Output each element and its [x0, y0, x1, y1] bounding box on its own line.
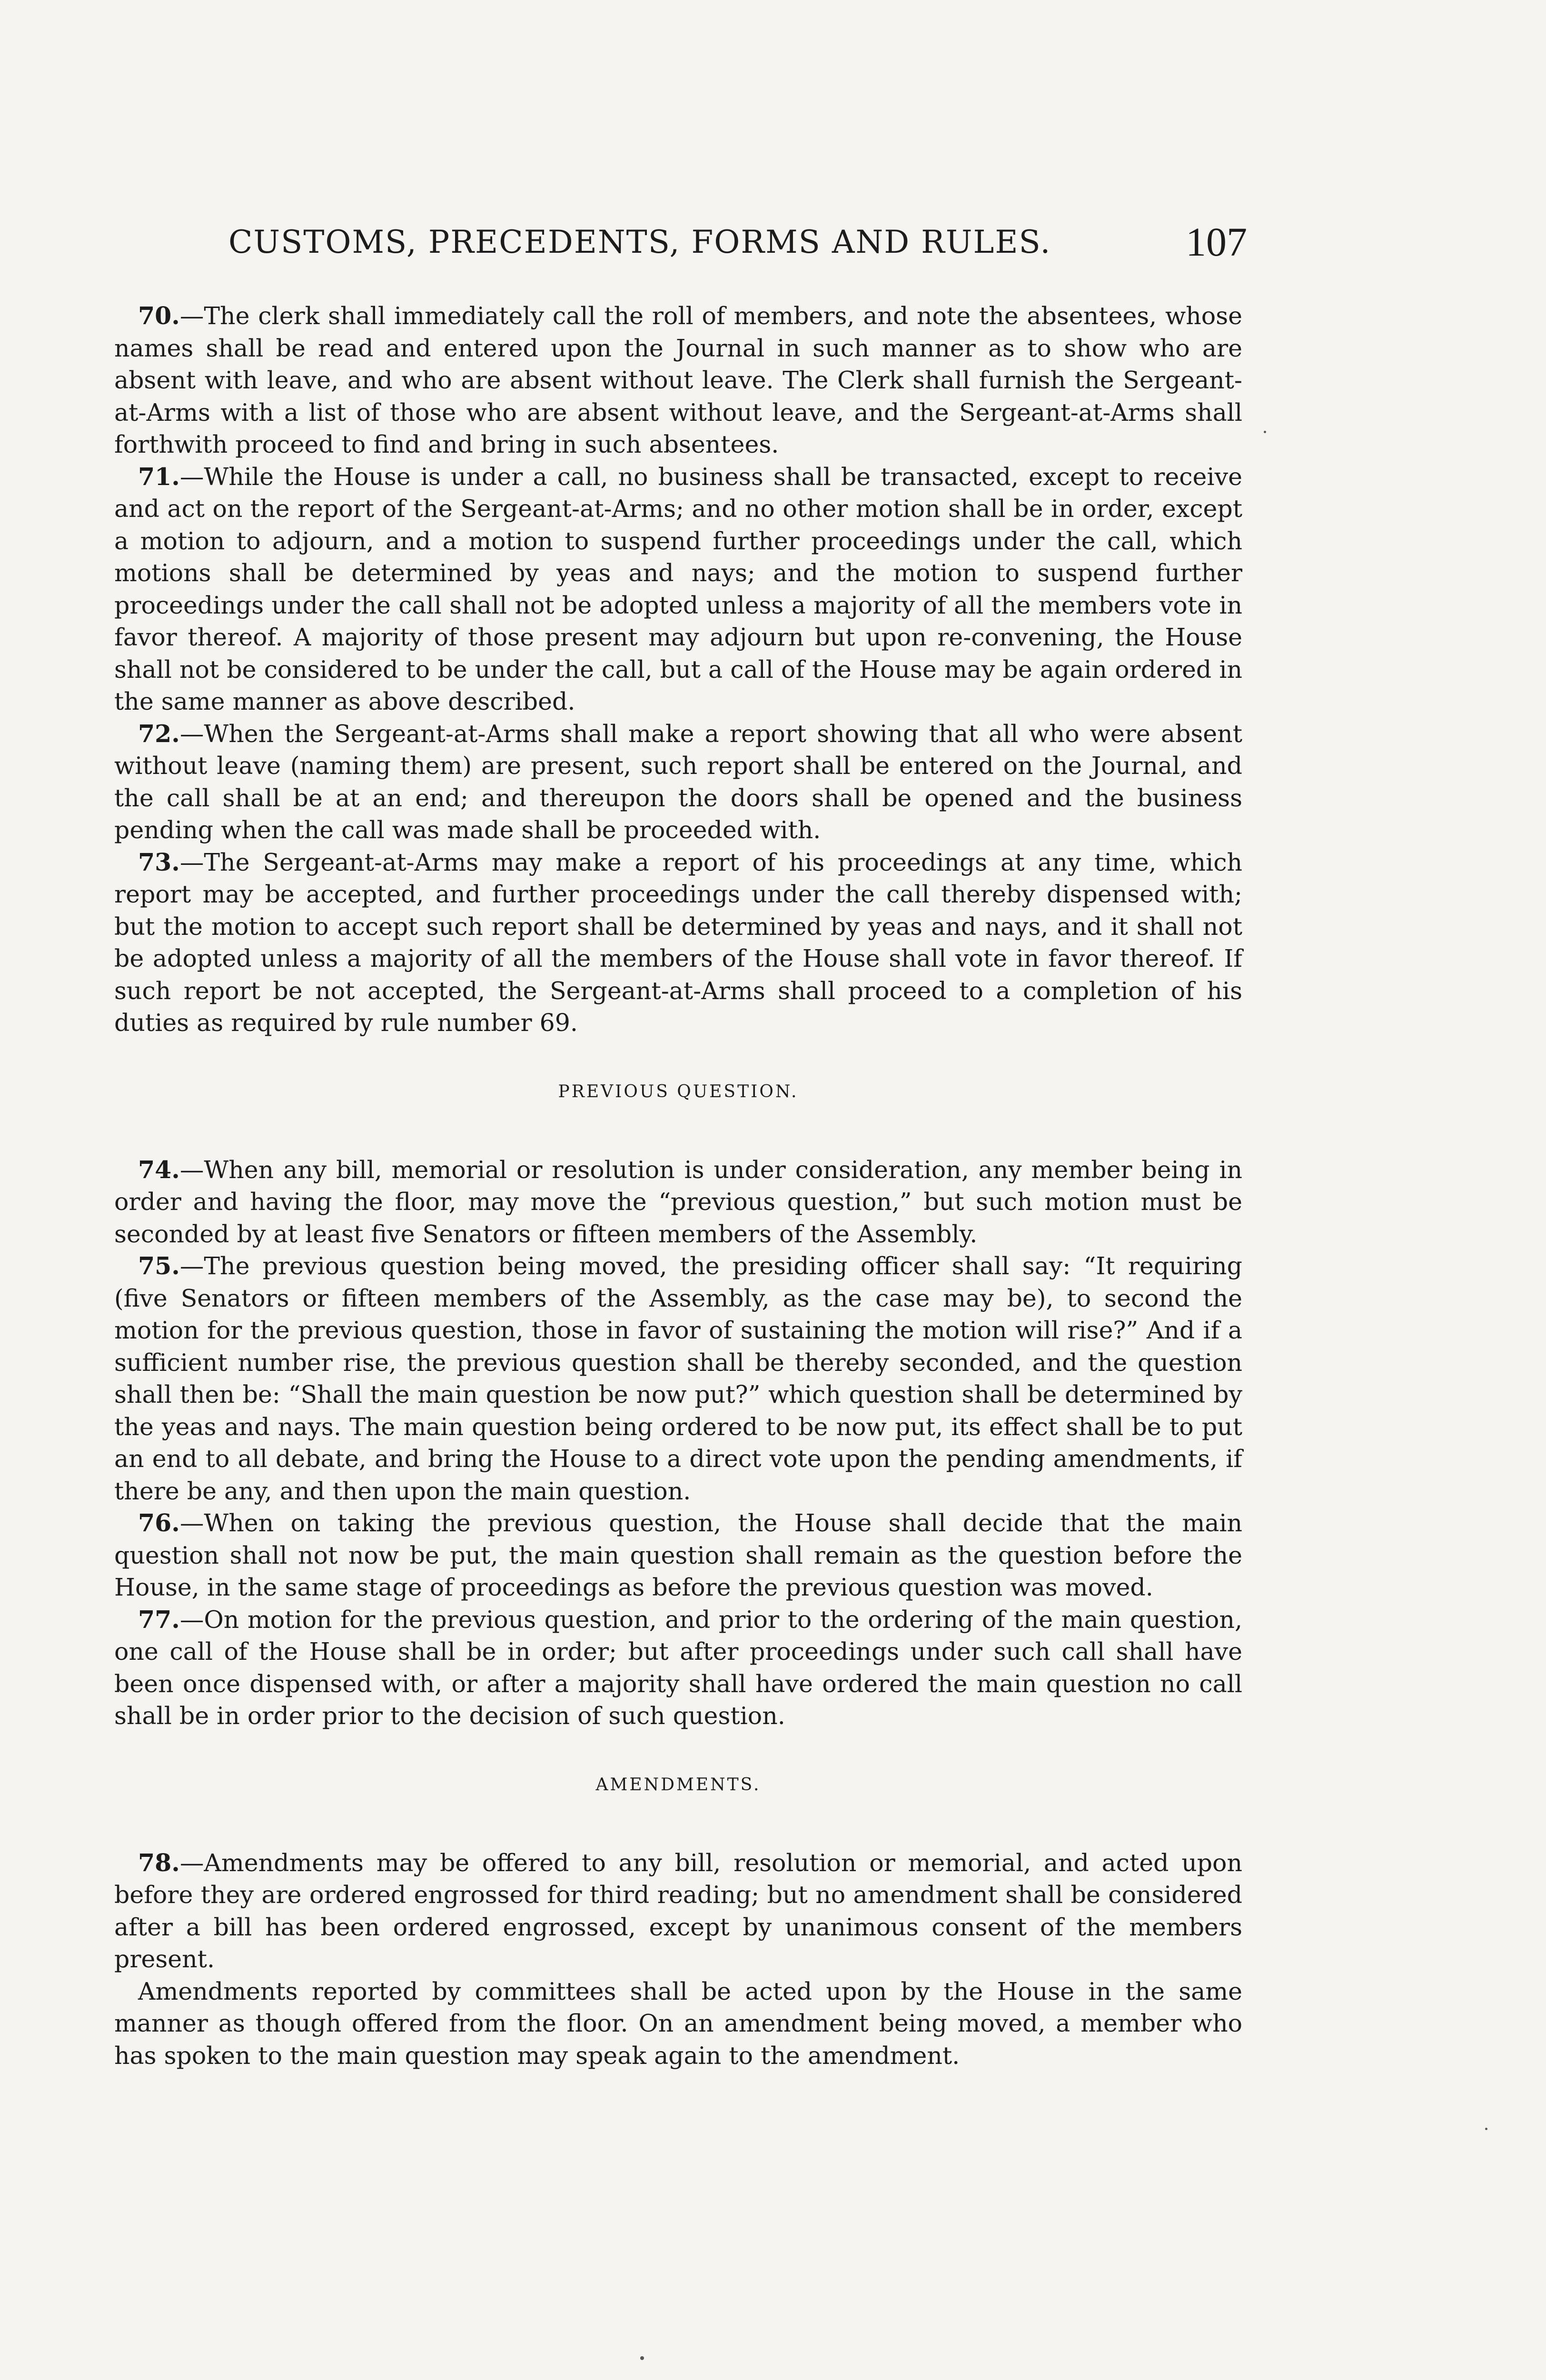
rule-number: 70. [138, 302, 180, 330]
rule-paragraph [114, 461, 1242, 718]
running-title: CUSTOMS, PRECEDENTS, FORMS AND RULES. [228, 224, 1051, 260]
rule-text: —The clerk shall immediately call the roll of members, and note the absentees, whose names shall be read and entered upon the Journal in such manner as to show who are absent with leave, and who are absent without leave. The Clerk shall furnish the Sergeant-at-Arms with a list of those who are absent without leave, and the Sergeant-at-Arms shall forthwith proceed to find and bring in such absentees. [114, 302, 1242, 458]
rule-number: 78. [138, 1848, 180, 1877]
rule-paragraph [114, 1847, 1242, 1975]
rule-number: 73. [138, 848, 180, 876]
rule-number: 77. [138, 1605, 180, 1634]
closing-paragraph: Amendments reported by committees shall be acted upon by the House in the same manner as though offered from the floor. On an amendment being moved, a member who has spoken to the main question may speak again to the amendment. [114, 1977, 1242, 2070]
document-page [114, 205, 1247, 2072]
section-heading-previous-question: PREVIOUS QUESTION. [558, 1081, 799, 1101]
rule-number: 71. [138, 462, 180, 491]
scan-speck [1264, 431, 1266, 433]
scan-speck [1485, 2128, 1487, 2130]
scan-speck [640, 2356, 644, 2360]
rule-text: —When any bill, memorial or resolution is under consideration, any member being in order and having the floor, may move the “previous question,” but such motion must be seconded by at least five Senators or fifteen members of the Assembly. [114, 1155, 1242, 1248]
rule-paragraph [114, 846, 1242, 1039]
rule-paragraph [114, 1604, 1242, 1732]
rule-text: —The previous question being moved, the presiding officer shall say: “It requiring (five Senators or fifteen members of the Assembly, as the case may be), to second the motion for the previous question, those in favor of sustaining the motion will rise?” And if a sufficient number rise, the previous question shall be thereby seconded, and the question shall then be: “Shall the main question be now put?” which question shall be determined by the yeas and nays. The main question being ordered to be now put, its effect shall be to put an end to all debate, and bring the House to a direct vote upon the pending amendments, if there be any, and then upon the main question. [114, 1252, 1242, 1505]
rule-number: 72. [138, 719, 180, 748]
body-text [114, 300, 1242, 2072]
section-heading-amendments: AMENDMENTS. [595, 1775, 761, 1795]
rule-paragraph [114, 1154, 1242, 1250]
rule-text: —The Sergeant-at-Arms may make a report of his proceedings at any time, which report may be accepted, and further proceedings under the call thereby dispensed with; but the motion to accept such report shall be determined by yeas and nays, and it shall not be adopted unless a majority of all the members of the House shall vote in favor thereof. If such report be not accepted, the Sergeant-at-Arms shall proceed to a completion of his duties as required by rule number 69. [114, 848, 1242, 1037]
rule-text: —When the Sergeant-at-Arms shall make a report showing that all who were absent without leave (naming them) are present, such report shall be entered on the Journal, and the call shall be at an end; and thereupon the doors shall be opened and the business pending when the call was made shall be proceeded with. [114, 719, 1242, 844]
running-head [114, 205, 1247, 276]
rule-text: —On motion for the previous question, and prior to the ordering of the main question, one call of the House shall be in order; but after proceedings under such call shall have been once dispensed with, or after a majority shall have ordered the main question no call shall be in order prior to the decision of such question. [114, 1605, 1242, 1730]
rule-text: —Amendments may be offered to any bill, resolution or memorial, and acted upon before they are ordered engrossed for third reading; but no amendment shall be considered after a bill has been ordered engrossed, except by unanimous consent of the members present. [114, 1848, 1242, 1973]
rule-text: —When on taking the previous question, the House shall decide that the main question shall not now be put, the main question shall remain as the question before the House, in the same stage of proceedings as before the previous question was moved. [114, 1509, 1242, 1601]
rule-number: 76. [138, 1509, 180, 1537]
rule-paragraph [114, 1250, 1242, 1507]
rule-paragraph [114, 718, 1242, 846]
rule-paragraph [114, 1507, 1242, 1604]
rule-number: 74. [138, 1155, 180, 1184]
rule-text: —While the House is under a call, no business shall be transacted, except to receive and act on the report of the Sergeant-at-Arms; and no other motion shall be in order, except a motion to adjourn, and a motion to suspend further proceedings under the call, which motions shall be determined by yeas and nays; and the motion to suspend further proceedings under the call shall not be adopted unless a majority of all the members vote in favor thereof. A majority of those present may adjourn but upon re-convening, the House shall not be considered to be under the call, but a call of the House may be again ordered in the same manner as above described. [114, 462, 1242, 715]
rule-number: 75. [138, 1252, 180, 1280]
rule-paragraph [114, 300, 1242, 461]
page-number: 107 [1186, 219, 1247, 265]
